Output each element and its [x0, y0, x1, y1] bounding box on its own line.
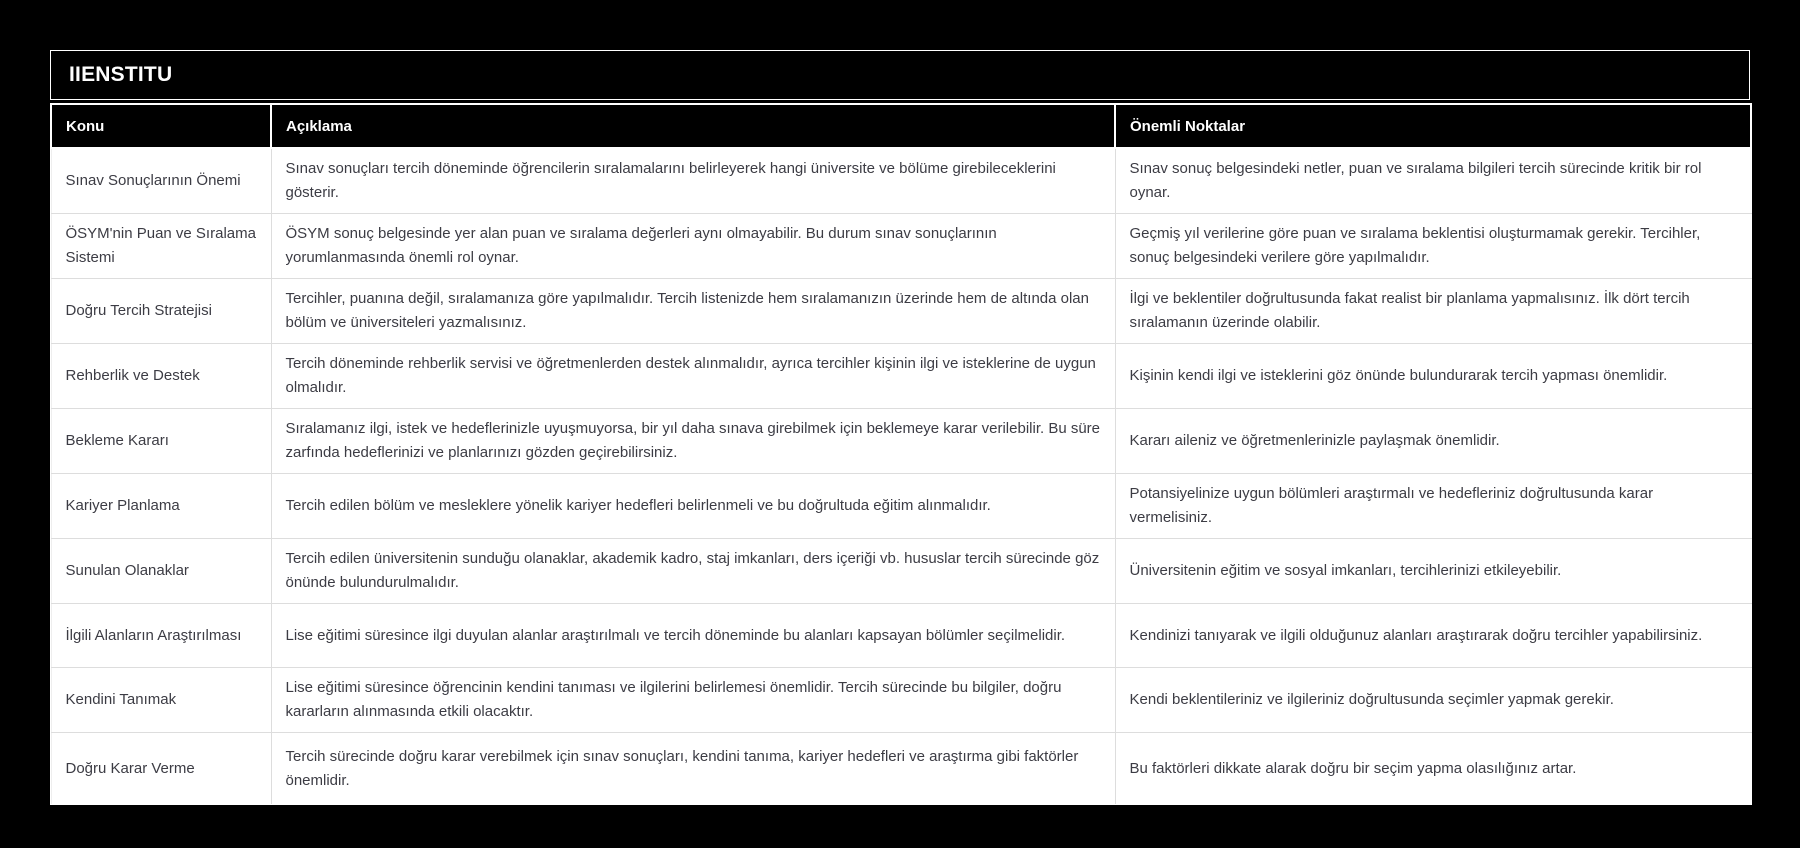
cell-konu: Doğru Tercih Stratejisi: [51, 279, 271, 344]
cell-onemli-noktalar: İlgi ve beklentiler doğrultusunda fakat realist bir planlama yapmalısınız. İlk dört tercih sıralamanın üzerinde olabilir.: [1115, 279, 1751, 344]
cell-aciklama: Sınav sonuçları tercih döneminde öğrencilerin sıralamalarını belirleyerek hangi üniversite ve bölüme girebileceklerini gösterir.: [271, 148, 1115, 214]
cell-aciklama: ÖSYM sonuç belgesinde yer alan puan ve sıralama değerleri aynı olmayabilir. Bu durum sınav sonuçlarının yorumlanmasında önemli rol oynar.: [271, 214, 1115, 279]
cell-konu: Kendini Tanımak: [51, 668, 271, 733]
cell-aciklama: Sıralamanız ilgi, istek ve hedeflerinizle uyuşmuyorsa, bir yıl daha sınava girebilmek için beklemeye karar verilebilir. Bu süre zarfında hedeflerinizi ve planlarınızı gözden geçirebilirsiniz.: [271, 409, 1115, 474]
cell-konu: Sınav Sonuçlarının Önemi: [51, 148, 271, 214]
cell-konu: ÖSYM'nin Puan ve Sıralama Sistemi: [51, 214, 271, 279]
info-table: [50, 103, 1752, 805]
table-row: [51, 604, 1751, 668]
column-header-aciklama: Açıklama: [271, 104, 1115, 148]
table-row: [51, 409, 1751, 474]
cell-konu: İlgili Alanların Araştırılması: [51, 604, 271, 668]
cell-onemli-noktalar: Kişinin kendi ilgi ve isteklerini göz önünde bulundurarak tercih yapması önemlidir.: [1115, 344, 1751, 409]
cell-onemli-noktalar: Kararı aileniz ve öğretmenlerinizle paylaşmak önemlidir.: [1115, 409, 1751, 474]
table-row: [51, 148, 1751, 214]
cell-onemli-noktalar: Kendinizi tanıyarak ve ilgili olduğunuz alanları araştırarak doğru tercihler yapabilirsiniz.: [1115, 604, 1751, 668]
cell-onemli-noktalar: Kendi beklentileriniz ve ilgileriniz doğrultusunda seçimler yapmak gerekir.: [1115, 668, 1751, 733]
cell-onemli-noktalar: Bu faktörleri dikkate alarak doğru bir seçim yapma olasılığınız artar.: [1115, 733, 1751, 805]
cell-aciklama: Tercih sürecinde doğru karar verebilmek için sınav sonuçları, kendini tanıma, kariyer hedefleri ve araştırma gibi faktörler önemlidir.: [271, 733, 1115, 805]
cell-aciklama: Tercih döneminde rehberlik servisi ve öğretmenlerden destek alınmalıdır, ayrıca tercihler kişinin ilgi ve isteklerine de uygun olmalıdır.: [271, 344, 1115, 409]
cell-onemli-noktalar: Üniversitenin eğitim ve sosyal imkanları, tercihlerinizi etkileyebilir.: [1115, 539, 1751, 604]
table-row: [51, 214, 1751, 279]
content-card: [50, 50, 1750, 805]
table-header-row: [51, 104, 1751, 148]
cell-aciklama: Tercih edilen üniversitenin sunduğu olanaklar, akademik kadro, staj imkanları, ders içeriği vb. hususlar tercih sürecinde göz önünde bulundurulmalıdır.: [271, 539, 1115, 604]
column-header-konu: Konu: [51, 104, 271, 148]
table-row: [51, 344, 1751, 409]
cell-aciklama: Lise eğitimi süresince ilgi duyulan alanlar araştırılmalı ve tercih döneminde bu alanları kapsayan bölümler seçilmelidir.: [271, 604, 1115, 668]
cell-aciklama: Tercih edilen bölüm ve mesleklere yönelik kariyer hedefleri belirlenmeli ve bu doğrultuda eğitim alınmalıdır.: [271, 474, 1115, 539]
column-header-onemli-noktalar: Önemli Noktalar: [1115, 104, 1751, 148]
cell-konu: Sunulan Olanaklar: [51, 539, 271, 604]
table-header: [51, 104, 1751, 148]
table-body: [51, 148, 1751, 805]
table-row: [51, 668, 1751, 733]
cell-konu: Rehberlik ve Destek: [51, 344, 271, 409]
table-row: [51, 539, 1751, 604]
table-row: [51, 279, 1751, 344]
page-title: IIENSTITU: [69, 63, 173, 86]
cell-konu: Doğru Karar Verme: [51, 733, 271, 805]
table-row: [51, 474, 1751, 539]
cell-konu: Kariyer Planlama: [51, 474, 271, 539]
cell-onemli-noktalar: Geçmiş yıl verilerine göre puan ve sıralama beklentisi oluşturmamak gerekir. Tercihler, sonuç belgesindeki verilere göre yapılmalıdır.: [1115, 214, 1751, 279]
table-row: [51, 733, 1751, 805]
cell-aciklama: Lise eğitimi süresince öğrencinin kendini tanıması ve ilgilerini belirlemesi önemlidir. Tercih sürecinde bu bilgiler, doğru kararların alınmasında etkili olacaktır.: [271, 668, 1115, 733]
cell-onemli-noktalar: Potansiyelinize uygun bölümleri araştırmalı ve hedefleriniz doğrultusunda karar vermelisiniz.: [1115, 474, 1751, 539]
cell-aciklama: Tercihler, puanına değil, sıralamanıza göre yapılmalıdır. Tercih listenizde hem sıralamanızın üzerinde hem de altında olan bölüm ve üniversiteleri yazmalısınız.: [271, 279, 1115, 344]
cell-konu: Bekleme Kararı: [51, 409, 271, 474]
table-title-bar: [50, 50, 1750, 100]
cell-onemli-noktalar: Sınav sonuç belgesindeki netler, puan ve sıralama bilgileri tercih sürecinde kritik bir rol oynar.: [1115, 148, 1751, 214]
